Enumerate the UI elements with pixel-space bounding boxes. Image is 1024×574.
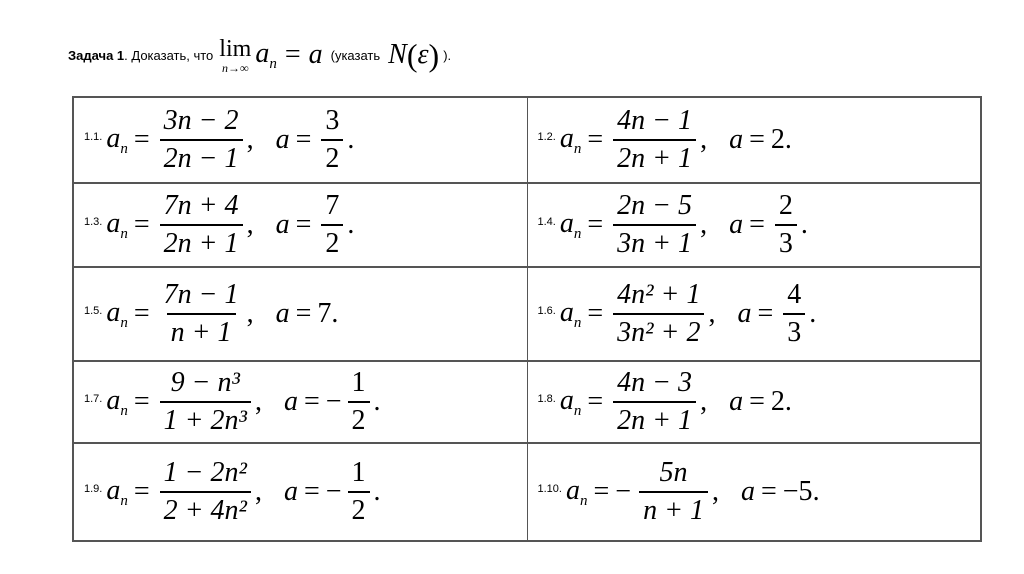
task-cell [73, 97, 527, 183]
denominator: 2n + 1 [613, 139, 696, 173]
comma: , [711, 476, 719, 507]
minus-sign: − [325, 386, 342, 417]
limit-numerator: 7 [325, 190, 340, 221]
comma: , [254, 476, 262, 507]
fraction [613, 369, 696, 435]
task-cell [527, 361, 981, 443]
task-cell [527, 267, 981, 361]
limit-symbol: a [283, 386, 298, 417]
left-paren: ( [406, 36, 418, 73]
limit-denominator: 2 [348, 401, 370, 435]
denominator: 3n + 1 [613, 224, 696, 258]
period: . [784, 124, 792, 155]
period: . [784, 386, 792, 417]
task-formula [560, 369, 792, 435]
equals-sign: = [749, 209, 765, 240]
equals-sign: = [133, 476, 150, 507]
numerator: 1 − 2n² [163, 457, 247, 488]
sequence-index: n [269, 55, 277, 72]
seq-symbol: $a_n$ [559, 207, 582, 242]
task-number: 1.9. [84, 483, 103, 495]
table-row [73, 183, 981, 267]
note-open: (указать [330, 47, 381, 63]
seq-symbol: $a_n$ [106, 122, 128, 157]
numerator: 4n − 1 [617, 105, 693, 136]
limit-fraction [321, 192, 343, 258]
equals-sign: = [757, 298, 774, 329]
limit-symbol: a [275, 298, 290, 329]
note-close: ). [443, 47, 452, 63]
equals-sign: = [587, 386, 604, 417]
table-row [73, 97, 981, 183]
equals-sign: = [303, 386, 320, 417]
task-formula [106, 107, 354, 173]
tasks-table [72, 96, 982, 542]
equals-sign: = [587, 124, 604, 155]
task-cell [73, 267, 527, 361]
equals-sign: = [133, 298, 150, 329]
limit-fraction [783, 281, 805, 347]
table-row [73, 443, 981, 541]
comma: , [246, 124, 254, 155]
epsilon-symbol: ε [417, 39, 429, 70]
fraction [160, 281, 243, 347]
period: . [331, 298, 339, 329]
task-cell [73, 361, 527, 443]
fraction [613, 281, 704, 347]
numerator: 4n² + 1 [617, 279, 701, 310]
seq-symbol: $a_n$ [559, 122, 582, 157]
lim-subscript: n→∞ [222, 60, 249, 75]
sequence-base: a [255, 37, 270, 69]
comma: , [254, 386, 262, 417]
comma: , [246, 209, 254, 240]
seq-symbol: $a_n$ [106, 207, 128, 242]
equals-sign: = [295, 124, 312, 155]
limit-symbol: a [729, 124, 744, 155]
limit-denominator: 3 [783, 313, 805, 347]
task-formula [106, 459, 380, 525]
fraction [160, 369, 251, 435]
equals-sign: = [295, 298, 312, 329]
minus-sign: − [615, 476, 632, 507]
equals-sign: = [284, 39, 301, 70]
limit-fraction [348, 369, 370, 435]
equals-sign: = [587, 209, 604, 240]
seq-symbol: $a_n$ [106, 296, 128, 331]
task-formula [560, 281, 816, 347]
limit-symbol: a [275, 209, 290, 240]
limit-value: a [308, 39, 323, 70]
limit-fraction [321, 107, 343, 173]
limit-value: −5 [782, 476, 813, 507]
limit-symbol: a [729, 386, 744, 417]
seq-symbol: $a_n$ [559, 296, 582, 331]
task-cell [73, 183, 527, 267]
n-epsilon-symbol: N [388, 39, 407, 70]
task-formula [106, 281, 338, 347]
equals-sign: = [749, 386, 765, 417]
fraction [613, 107, 696, 173]
period: . [347, 124, 355, 155]
limit-numerator: 1 [351, 367, 366, 398]
denominator: n + 1 [639, 491, 708, 525]
task-number: 1.10. [537, 483, 562, 495]
task-cell [527, 97, 981, 183]
task-number: 1.3. [84, 216, 103, 228]
task-formula [106, 369, 380, 435]
numerator: 5n [659, 457, 688, 488]
tasks-body [73, 97, 981, 541]
equals-sign: = [133, 124, 150, 155]
equals-sign: = [295, 209, 312, 240]
limit-value: 2 [770, 386, 785, 417]
limit-symbol: a [729, 209, 744, 240]
limit-symbol: a [740, 476, 755, 507]
seq-symbol: $a_n$ [559, 384, 582, 419]
numerator: 9 − n³ [170, 367, 240, 398]
fraction [160, 459, 251, 525]
period: . [809, 298, 817, 329]
seq-symbol: $a_n$ [565, 474, 588, 509]
denominator: 2n + 1 [613, 401, 696, 435]
task-formula [566, 459, 820, 525]
period: . [812, 476, 820, 507]
task-title: Задача 1 [68, 47, 125, 63]
task-formula [106, 192, 354, 258]
period: . [373, 476, 381, 507]
numerator: 4n − 3 [617, 367, 693, 398]
right-paren: ) [428, 36, 440, 73]
equals-sign: = [303, 476, 320, 507]
fraction [160, 192, 243, 258]
denominator: 2n + 1 [160, 224, 243, 258]
minus-sign: − [325, 476, 342, 507]
denominator: 2n − 1 [160, 139, 243, 173]
limit-numerator: 4 [787, 279, 802, 310]
equals-sign: = [133, 386, 150, 417]
task-number: 1.7. [84, 393, 103, 405]
limit-symbol: a [283, 476, 298, 507]
task-cell [527, 183, 981, 267]
sequence-term [255, 38, 277, 73]
equals-sign: = [133, 209, 150, 240]
limit-symbol: a [737, 298, 752, 329]
denominator: n + 1 [167, 313, 236, 347]
comma: , [708, 298, 716, 329]
task-prompt: . Доказать, что [124, 47, 214, 63]
task-number: 1.2. [537, 131, 556, 143]
numerator: 7n + 4 [163, 190, 239, 221]
comma: , [246, 298, 254, 329]
denominator: 2 + 4n² [160, 491, 251, 525]
period: . [347, 209, 355, 240]
fraction [613, 192, 696, 258]
numerator: 2n − 5 [617, 190, 693, 221]
limit-numerator: 2 [778, 190, 793, 221]
limit-denominator: 3 [775, 224, 797, 258]
task-number: 1.8. [537, 393, 556, 405]
table-row [73, 267, 981, 361]
task-cell [73, 443, 527, 541]
equals-sign: = [760, 476, 777, 507]
limit-numerator: 3 [325, 105, 340, 136]
task-formula [560, 107, 792, 173]
limit-numerator: 1 [351, 457, 366, 488]
task-header [68, 30, 451, 80]
comma: , [700, 209, 708, 240]
limit-value: 2 [770, 124, 785, 155]
equals-sign: = [593, 476, 610, 507]
lim-word: lim [219, 35, 252, 62]
task-cell [527, 443, 981, 541]
fraction [639, 459, 708, 525]
denominator: 3n² + 2 [613, 313, 704, 347]
task-number: 1.4. [537, 216, 556, 228]
period: . [373, 386, 381, 417]
comma: , [700, 124, 708, 155]
limit-denominator: 2 [321, 224, 343, 258]
comma: , [700, 386, 708, 417]
equals-sign: = [749, 124, 765, 155]
task-formula [560, 192, 808, 258]
limit-fraction [348, 459, 370, 525]
task-number: 1.5. [84, 305, 103, 317]
limit-value: 7 [317, 298, 332, 329]
limit-fraction [775, 192, 797, 258]
denominator: 1 + 2n³ [160, 401, 251, 435]
table-row [73, 361, 981, 443]
task-number: 1.6. [537, 305, 556, 317]
limit-denominator: 2 [348, 491, 370, 525]
limit-denominator: 2 [321, 139, 343, 173]
numerator: 3n − 2 [163, 105, 239, 136]
numerator: 7n − 1 [163, 279, 239, 310]
task-number: 1.1. [84, 131, 103, 143]
seq-symbol: $a_n$ [106, 474, 128, 509]
limit-operator [219, 37, 251, 74]
seq-symbol: $a_n$ [106, 384, 128, 419]
period: . [800, 209, 808, 240]
fraction [160, 107, 243, 173]
limit-symbol: a [275, 124, 290, 155]
equals-sign: = [587, 298, 604, 329]
